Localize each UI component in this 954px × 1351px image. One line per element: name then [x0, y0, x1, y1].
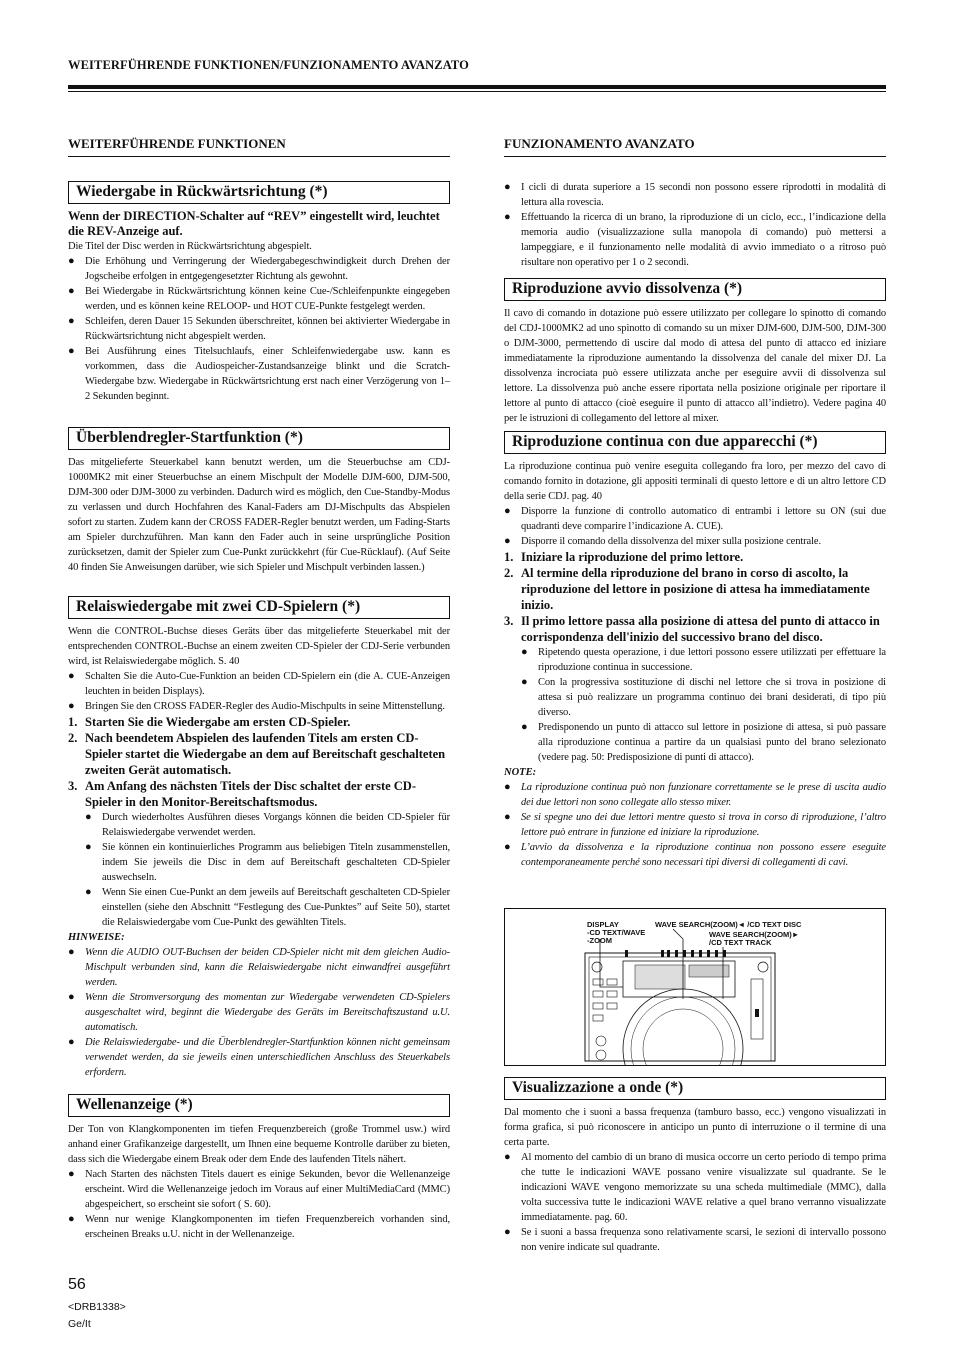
section-body: Das mitgelieferte Steuerkabel kann benutzt werden, um die Steuerbuchse am CDJ-1000MK2 mit einer Steuerbuchse an einem Mischpult der Modelle DJM-600, DJM-500, DJM-300 oder DJM-3000 zu verbinden. Dadurch wird es möglich, den Cue-Standby-Modus zu verlassen und durch Hochfahren des Kanal-Faders am DJ-Mischpults das Abspielen sofort zu starten. Zudem kann der CROSS FADER-Regler benutzt werden, um Fading-Starts am Spieler durchzuführen. Man kann den Fader auch in seine ursprüngliche Position zurücksetzen, damit der Spieler zum Cue-Punkt zurückkehrt (für Cue-Rücklauf). (Auf Seite 40 finden Sie Anweisungen darüber, wie sich Spieler und Mischpult verbinden lassen.): [68, 457, 450, 573]
section-intro: Die Titel der Disc werden in Rückwärtsrichtung abgespielt.: [68, 241, 312, 252]
section-fader-start: [68, 427, 450, 575]
step-item: 2. Al termine della riproduzione del brano in corso di ascolto, la riproduzione del lettore in posizione di attesa ha immediatamente inizio.: [504, 566, 870, 612]
section-lead: Wenn der DIRECTION-Schalter auf “REV” eingestellt wird, leuchtet die REV-Anzeige auf.: [68, 209, 440, 238]
section-body: Dal momento che i suoni a bassa frequenza (tamburo basso, ecc.) vengono visualizzati in forma grafica, si può riconoscere in anticipo un punto di interruzione o il termine di una certa parte.: [504, 1107, 886, 1148]
note-item: ● L’avvio da dissolvenza e la riproduzione continua non possono essere eseguite contemporaneamente perché sono necessari tipi diversi di collegamenti di cavi.: [504, 840, 886, 870]
section-title: Wiedergabe in Rückwärtsrichtung (*): [68, 181, 450, 204]
section-body: Der Ton von Klangkomponenten im tiefen Frequenzbereich (große Trommel usw.) wird anhand einer Grafikanzeige dargestellt, um Ihnen eine bequeme Kontrolle darüber zu bieten, dass sich die Wiedergabe einem Break oder dem Ende des laufenden Titels nähert.: [68, 1124, 450, 1165]
bullet-item: ● Disporre la funzione di controllo automatico di entrambi i lettore su ON (sui due quadranti deve comparire l’indicazione A. CUE).: [504, 504, 886, 534]
right-column-title: FUNZIONAMENTO AVANZATO: [504, 136, 886, 157]
sub-bullet-item: ● Wenn Sie einen Cue-Punkt an dem jeweils auf Bereitschaft geschalteten CD-Spieler einstellen (siehe den Abschnitt “Festlegung des Cue-Punktes” auf Seite 50), startet die Relaiswiedergabe vom Cue-Punkt des gewählten Titels.: [85, 885, 450, 930]
sub-bullet-item: ● Predisponendo un punto di attacco sul lettore in posizione di attesa, si può passare alla riproduzione continua a partire da un qualsiasi punto del brano selezionato (vedere pag. 50: Predisposizione di punti di attacco).: [521, 720, 886, 765]
section-title: Riproduzione avvio dissolvenza (*): [504, 278, 886, 301]
section-relay-play: [68, 596, 450, 1080]
bullet-item: ● Die Erhöhung und Verringerung der Wiedergabegeschwindigkeit durch Drehen der Jogscheibe erfolgen in entgegengesetzter Richtung als gewohnt.: [68, 254, 450, 284]
step-item: 2. Nach beendetem Abspielen des laufenden Titels am ersten CD-Spieler startet die Wiedergabe an dem auf Bereitschaft geschalteten zweiten Gerät automatisch.: [68, 731, 446, 777]
section-title: Überblendregler-Startfunktion (*): [68, 427, 450, 450]
figure-label-wave-right: WAVE SEARCH(ZOOM)► /CD TEXT TRACK: [709, 930, 800, 947]
header-rule-thin: [68, 91, 886, 92]
language-code: Ge/It: [68, 1318, 91, 1330]
section-body: Wenn die CONTROL-Buchse dieses Geräts über das mitgelieferte Steuerkabel mit der entsprechenden CONTROL-Buchse an einem zweiten CD-Spieler der CDJ-Serie verbunden wird, ist Relaiswiedergabe möglich. S. 40: [68, 626, 450, 667]
document-code: <DRB1338>: [68, 1301, 126, 1313]
section-wave-display-it: [504, 1077, 886, 1255]
section-wave-display: [68, 1094, 450, 1242]
bullet-item: ● Schalten Sie die Auto-Cue-Funktion an beiden CD-Spielern ein (die A. CUE-Anzeigen leuchten in beiden Displays).: [68, 669, 450, 699]
page-header-title: WEITERFÜHRENDE FUNKTIONEN/FUNZIONAMENTO AVANZATO: [68, 58, 469, 72]
cdj-panel-drawing: [505, 909, 885, 1065]
bullet-item: ● Bringen Sie den CROSS FADER-Regler des Audio-Mischpults in seine Mittenstellung.: [68, 699, 450, 714]
note-item: ● Wenn die AUDIO OUT-Buchsen der beiden CD-Spieler nicht mit dem gleichen Audio-Mischpult verbunden sind, kann die Relaiswiedergabe nicht einwandfrei ausgeführt werden.: [68, 945, 450, 990]
sub-bullet-item: ● Con la progressiva sostituzione di dischi nel lettore che si trova in posizione di attesa si può realizzare un programma continuo dei brani desiderati, di tipo più diverso.: [521, 675, 886, 720]
sub-bullet-item: ● Sie können ein kontinuierliches Programm aus beliebigen Titeln zusammenstellen, indem Sie jeweils die Disc in dem auf Bereitschaft geschalteten CD-Spieler auswechseln.: [85, 840, 450, 885]
cdj-panel-figure: [504, 908, 886, 1066]
figure-label-display: DISPLAY -CD TEXT/WAVE -ZOOM: [587, 920, 646, 945]
header-rule-thick: [68, 85, 886, 89]
step-item: 3. Am Anfang des nächsten Titels der Disc schaltet der erste CD-Spieler in den Monitor-Bereitschaftsmodus.: [68, 779, 416, 809]
section-relay-play-it: [504, 431, 886, 870]
bullet-item: ● Effettuando la ricerca di un brano, la riproduzione di un ciclo, ecc., l’indicazione della memoria audio (visualizzazione sulla manopola di comando) può mettersi a lampeggiare, e il funzionamento nelle modalità di avvio immediato o a ritroso può risultare non operativo per 1 o 2 secondi.: [504, 210, 886, 270]
bullet-item: ● Disporre il comando della dissolvenza del mixer sulla posizione centrale.: [504, 534, 886, 549]
bullet-item: ● Nach Starten des nächsten Titels dauert es einige Sekunden, bevor die Wellenanzeige erscheint. Wird die Wellenanzeige jedoch im Voraus auf einer MultiMediaCard (MMC) abgespeichert, so erscheint sie sofort ( S. 60).: [68, 1167, 450, 1212]
bullet-item: ● Bei Wiedergabe in Rückwärtsrichtung können keine Cue-/Schleifenpunkte eingegeben werden, und es können keine RELOOP- und HOT CUE-Punkte festgelegt werden.: [68, 284, 450, 314]
sub-bullet-item: ● Durch wiederholtes Ausführen dieses Vorgangs können die beiden CD-Spieler für Relaiswiedergabe verwendet werden.: [85, 810, 450, 840]
notes-heading: NOTE:: [504, 767, 537, 778]
note-item: ● Die Relaiswiedergabe- und die Überblendregler-Startfunktion können nicht gemeinsam verwendet werden, da sie jeweils einen unterschiedlichen Anschluss des Steuerkabels erfordern.: [68, 1035, 450, 1080]
top-bullets: [504, 180, 886, 270]
step-item: 1. Starten Sie die Wiedergabe am ersten CD-Spieler.: [68, 715, 351, 729]
sub-bullet-item: ● Ripetendo questa operazione, i due lettori possono essere utilizzati per effettuare la riproduzione continua in successione.: [521, 645, 886, 675]
section-title: Riproduzione continua con due apparecchi (*): [504, 431, 886, 454]
section-reverse-playback: [68, 181, 450, 404]
section-body: La riproduzione continua può venire eseguita collegando fra loro, per mezzo del cavo di comando fornito in dotazione, gli appositi terminali di questo lettore e di un altro lettore CD della serie CDJ. pag. 40: [504, 461, 886, 502]
figure-label-wave-left: WAVE SEARCH(ZOOM)◄ /CD TEXT DISC: [655, 920, 802, 929]
page-number: 56: [68, 1276, 86, 1293]
note-item: ● Wenn die Stromversorgung des momentan zur Wiedergabe verwendeten CD-Spielers ausgeschaltet wird, beginnt die Wiedergabe des Geräts im Bereitschaftszustand u.U. automatisch.: [68, 990, 450, 1035]
section-title: Relaiswiedergabe mit zwei CD-Spielern (*): [68, 596, 450, 619]
notes-heading: HINWEISE:: [68, 932, 125, 943]
bullet-item: ● Al momento del cambio di un brano di musica occorre un certo periodo di tempo prima che tutte le indicazioni WAVE possano venire visualizzate sul quadrante. Se le indicazioni WAVE vengono memorizzate su una scheda multimediale (MMC), dalla volta successiva tutte le indicazioni WAVE relative a quel brano verranno visualizzate immediatamente. pag. 60.: [504, 1150, 886, 1225]
bullet-item: ● Schleifen, deren Dauer 15 Sekunden überschreitet, können bei aktivierter Wiedergabe in Rückwärtsrichtung nicht abgespielt werden.: [68, 314, 450, 344]
bullet-item: ● Bei Ausführung eines Titelsuchlaufs, einer Schleifenwiedergabe usw. kann es vorkommen, dass die Audiospeicher-Zustandsanzeige blinkt und die Scratch-Wiedergabe bzw. Wiedergabe in Rückwärtsrichtung erst nach einer Verzögerung von 1–2 Sekunden beginnt.: [68, 344, 450, 404]
note-item: ● Se si spegne uno dei due lettori mentre questo si trova in corso di riproduzione, l’altro lettore può entrare in funzione ed iniziare la riproduzione.: [504, 810, 886, 840]
bullet-item: ● I cicli di durata superiore a 15 secondi non possono essere riprodotti in modalità di lettura alla rovescia.: [504, 180, 886, 210]
bullet-item: ● Wenn nur wenige Klangkomponenten im tiefen Frequenzbereich vorhanden sind, erscheinen Breaks u.U. nicht in der Wellenanzeige.: [68, 1212, 450, 1242]
left-column-title: WEITERFÜHRENDE FUNKTIONEN: [68, 136, 450, 157]
bullet-item: ● Se i suoni a bassa frequenza sono relativamente scarsi, le sezioni di intervallo possono non venire indicate sul quadrante.: [504, 1225, 886, 1255]
section-title: Wellenanzeige (*): [68, 1094, 450, 1117]
step-item: 3. Il primo lettore passa alla posizione di attesa del punto di attacco in corrispondenza dell'inizio del successivo brano del disco.: [504, 614, 880, 644]
section-title: Visualizzazione a onde (*): [504, 1077, 886, 1100]
step-item: 1. Iniziare la riproduzione del primo lettore.: [504, 550, 744, 564]
note-item: ● La riproduzione continua può non funzionare correttamente se le prese di uscita audio dei due lettori non sono collegate allo stesso mixer.: [504, 780, 886, 810]
section-fader-start-it: [504, 278, 886, 426]
section-body: Il cavo di comando in dotazione può essere utilizzato per collegare lo spinotto di comando del CDJ-1000MK2 ad uno spinotto di comando su un mixer DJM-600, DJM-500, DJM-300 o DJM-3000, permettendo di uscire dal modo di attesa del punto di attacco ed iniziare immediatamente la riproduzione aumentando la dissolvenza del canale del mixer DJ. La dissolvenza incrociata può essere utilizzata anche per eseguire avvii di dissolvenza sul lettore. La dissolvenza può anche essere riportata nella posizione originale per riportare il lettore al punto di attacco (cioè eseguire il punto di attacco all’indietro). Vedere pagina 40 per le istruzioni di collegamento del lettore al mixer.: [504, 308, 886, 424]
